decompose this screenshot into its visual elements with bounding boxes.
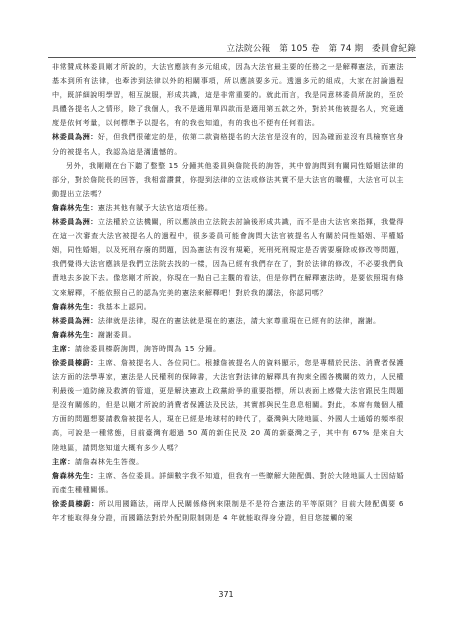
speaker-label: 詹森林先生： (52, 329, 98, 339)
paragraph-text: 立法權於立法機關，所以應該由立法院去討論後形成共識，而不是由大法官來指揮，我覺得在這一次審查大法官被提名人的過程中，很多委員可能會詢問大法官被提名人有關於同性婚姻、平權婚姻，同性婚姻，以及死刑存廢的問題，因為憲法有沒有規範，死刑死刑規定是否需要廢除或修改等問題，我們覺得大法官應該是我們立法院去找的一樣，因為已經有我們存在了，對於法律的修改，不必要我們負責地去多說下去。像您剛才所說，你現在一點自己主觀的看法，但是你們在解釋憲法時，是要依照現有條文來解釋，不能依照自己的認為完美的憲法來解釋吧！對於我的講法，你認同嗎？ (52, 217, 404, 297)
paragraph (52, 300, 404, 314)
paragraph (52, 342, 404, 356)
speaker-label: 主席： (52, 456, 75, 466)
paragraph (52, 130, 404, 158)
paragraph-text: 謝謝委員。 (97, 329, 137, 339)
paragraph-text: 憲法其他有賦予大法官這項任務。 (97, 202, 213, 212)
speaker-label: 詹森林先生： (52, 301, 98, 311)
speaker-label: 徐委員榛蔚： (52, 498, 99, 508)
paragraph (52, 328, 404, 342)
speaker-label: 詹森林先生： (52, 470, 98, 480)
speaker-label: 詹森林先生： (52, 202, 98, 212)
paragraph (52, 497, 404, 525)
paragraph (52, 469, 404, 497)
paragraph-text: 請詹森林先生答復。 (74, 456, 144, 466)
speaker-label: 徐委員榛蔚： (52, 357, 98, 367)
page-number: 371 (218, 590, 234, 599)
paragraph (52, 215, 404, 300)
paragraph-text: 非常贊成林委員剛才所說的，大法官應該有多元組成，因為大法官最主要的任務之一是解釋憲法，而憲法基本到所有法律，也牽涉到法律以外的相關事項，所以應該要多元。透過多元的組成，大家在討論過程中，既詳細說明學習，相互說服，形成共識，這是非常重要的。就此而言，我是同意林委員所說的，至於具體各提名人之情形，除了我個人，我不是適用單四款而是適用第五款之外，對於其他被提名人，究竟適度是依何考量，以何標準予以提名，有的我也知道，有的我也不便有任何看法。 (52, 62, 404, 128)
paragraph-text: 請徐委員榛蔚詢問，詢答時間為 15 分鐘。 (74, 343, 221, 353)
paragraph (52, 314, 404, 328)
paragraph (52, 159, 404, 201)
transcript-body (52, 60, 404, 525)
paragraph-text: 法律就是法律，現在的憲法就是現在的憲法，請大家尊重現在已經有的法律，謝謝。 (97, 315, 381, 325)
speaker-label: 林委員為洲： (52, 132, 98, 142)
paragraph (52, 201, 404, 215)
paragraph (52, 60, 404, 130)
paragraph-text: 主席、詹被提名人、各位同仁。根據詹被提名人的資料顯示，您是專精於民法、消費者保護法方面的法學專家，憲法是人民權利的保障書，大法官對法律的解釋具有拘束全國各機關的效力，人民權利最後一道防線及救濟的管道，更是解決憲政上政黨紛爭的重要指標，所以表面上感覺大法官跟民生問題是沒有關係的，但是以剛才所說的消費者保護法及民法，其實都與民生息息相關。對此，本席有幾個人權方面的問題想要請教詹被提名人，現在已經是地球村的時代了，臺灣與大陸地區、外國人士通婚的頻率很高，可說是一種常態，目前臺灣有超過 50 萬的新住民及 20 萬的新臺灣之子，其中有 67% 是來自大陸地區，請問您知道大概有多少人嗎？ (52, 357, 404, 452)
speaker-label: 林委員為洲： (52, 217, 98, 227)
speaker-label: 林委員為洲： (52, 315, 98, 325)
paragraph (52, 356, 404, 455)
paragraph-text: 另外，我剛剛在台下聽了整整 15 分鐘其他委員與詹院長的詢答，其中曾詢問到有關同性婚姻法律的部分，對於詹院長的回答，我相當讚賞，你提到法律的立法或修法其實不是大法官的職權，大法官可以主動提出立法嗎？ (52, 160, 404, 198)
paragraph-text: 所以用國籍法，兩岸人民關係條例來限制是不是符合憲法的平等原則？目前大陸配偶要 6 年才能取得身分證，而國籍法對於外配則限制則是 4 年就能取得身分證，但目您接觸的案 (52, 498, 404, 522)
page-header: 立法院公報 第 105 卷 第 74 期 委員會紀錄 (48, 42, 416, 58)
speaker-label: 主席： (52, 343, 75, 353)
paragraph (52, 455, 404, 469)
paragraph-text: 好，但我們很確定的是，依第二款資格提名的大法官是沒有的，因為確面並沒有具檢察官身分的被提名人，我認為這是滿遺憾的。 (52, 132, 404, 156)
paragraph-text: 我基本上認同。 (97, 301, 152, 311)
paragraph-text: 主席、各位委員。詳細數字我不知道，但我有一些瞭解大陸配偶、對於大陸地區人士因結婚而產生種種關係。 (52, 470, 404, 494)
